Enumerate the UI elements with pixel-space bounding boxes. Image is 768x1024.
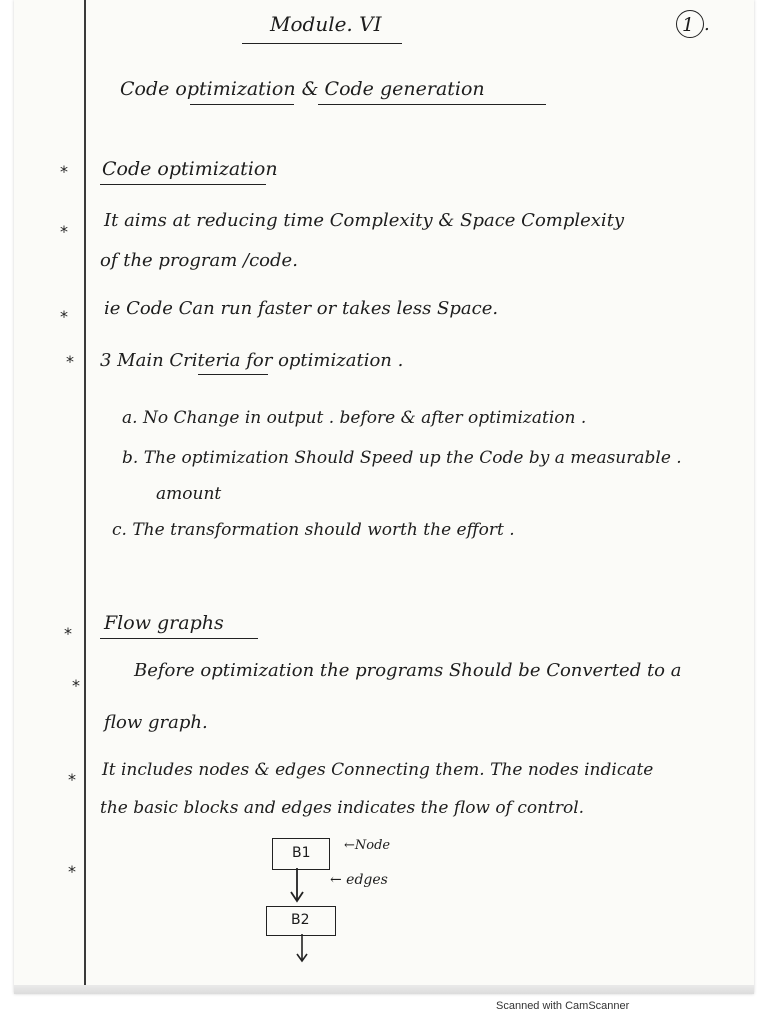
bullet-star: * xyxy=(68,770,76,789)
text-line: flow graph. xyxy=(104,712,208,733)
bullet-star: * xyxy=(66,352,74,371)
text-line: the basic blocks and edges indicates the flow of control. xyxy=(100,798,585,818)
text-line: ie Code Can run faster or takes less Space. xyxy=(104,298,499,319)
bullet-star: * xyxy=(60,307,68,326)
page-number-dot: . xyxy=(704,14,710,35)
node-label-b1: B1 xyxy=(292,845,311,861)
heading-underline xyxy=(100,184,266,185)
page-title: Module. VI xyxy=(270,12,382,36)
flow-edge-arrow-out xyxy=(290,934,314,966)
section-heading-code-optimization: Code optimization xyxy=(102,158,278,180)
bullet-star: * xyxy=(72,676,80,695)
page-number: 1 xyxy=(682,14,695,36)
edge-annotation: ← edges xyxy=(330,872,388,888)
subtitle-underline-2 xyxy=(318,104,546,105)
flow-edge-arrow xyxy=(282,868,312,908)
criteria-item: c. The transformation should worth the effort . xyxy=(112,520,515,540)
bullet-star: * xyxy=(64,624,72,643)
page-bottom-edge xyxy=(14,985,754,994)
bullet-star: * xyxy=(68,862,76,881)
criteria-underline xyxy=(198,374,268,375)
node-annotation: ←Node xyxy=(344,838,391,853)
criteria-item-continuation: amount xyxy=(156,484,222,504)
page-subtitle: Code optimization & Code generation xyxy=(120,78,485,100)
criteria-item: b. The optimization Should Speed up the Code by a measurable . xyxy=(122,448,682,468)
subtitle-underline-1 xyxy=(190,104,294,105)
margin-line xyxy=(84,0,86,994)
text-line: It includes nodes & edges Connecting them. The nodes indicate xyxy=(102,760,654,780)
text-line: 3 Main Criteria for optimization . xyxy=(100,350,404,371)
text-line: It aims at reducing time Complexity & Space Complexity xyxy=(104,210,625,231)
bullet-star: * xyxy=(60,222,68,241)
bullet-star: * xyxy=(60,162,68,181)
section-heading-flow-graphs: Flow graphs xyxy=(104,612,224,634)
text-line: of the program /code. xyxy=(100,250,298,271)
title-underline xyxy=(242,43,402,44)
criteria-item: a. No Change in output . before & after optimization . xyxy=(122,408,587,428)
node-label-b2: B2 xyxy=(291,912,310,928)
scanner-watermark: Scanned with CamScanner xyxy=(496,1000,630,1012)
text-line: Before optimization the programs Should be Converted to a xyxy=(134,660,682,681)
heading-underline xyxy=(100,638,258,639)
